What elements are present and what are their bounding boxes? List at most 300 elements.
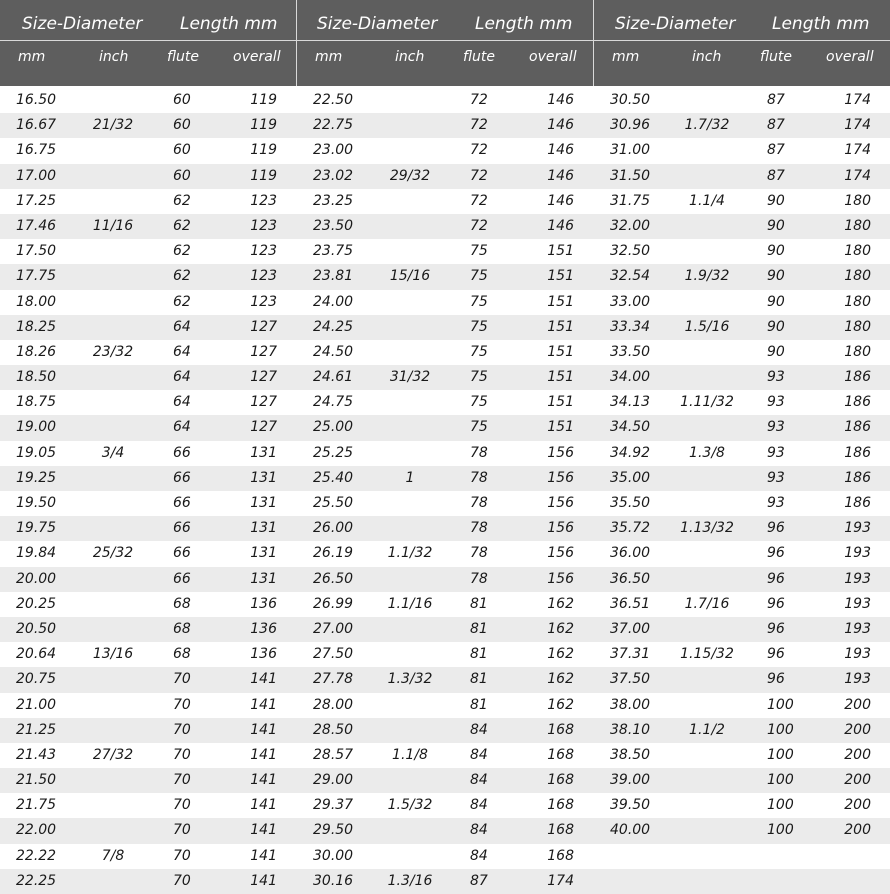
cell-flute: 100 [767, 772, 794, 789]
table-row [0, 164, 890, 189]
cell-flute: 75 [470, 318, 488, 335]
cell-flute: 96 [767, 671, 785, 688]
cell-overall: 193 [844, 671, 871, 688]
cell-overall: 141 [250, 797, 277, 814]
cell-mm: 18.25 [16, 318, 57, 335]
cell-flute: 70 [173, 847, 191, 864]
cell-flute: 68 [173, 620, 191, 637]
cell-mm: 24.75 [313, 394, 354, 411]
table-row [0, 743, 890, 768]
cell-mm: 34.92 [610, 444, 651, 461]
table-row [0, 264, 890, 289]
table-row [0, 768, 890, 793]
cell-inch: 11/16 [92, 217, 134, 234]
cell-mm: 34.50 [610, 419, 651, 436]
cell-mm: 37.50 [610, 671, 651, 688]
cell-overall: 136 [250, 595, 277, 612]
cell-flute: 90 [767, 318, 785, 335]
subheader-flute: flute [167, 49, 200, 65]
cell-overall: 141 [250, 746, 277, 763]
subheader-inch: inch [395, 49, 425, 65]
cell-flute: 64 [173, 318, 191, 335]
cell-overall: 151 [547, 293, 574, 310]
cell-inch: 7/8 [101, 847, 125, 864]
cell-inch: 1.11/32 [680, 394, 734, 411]
cell-flute: 87 [470, 872, 488, 889]
cell-overall: 186 [844, 369, 871, 386]
cell-flute: 60 [173, 92, 191, 108]
cell-mm: 22.00 [16, 822, 57, 839]
cell-overall: 174 [844, 117, 871, 134]
cell-flute: 90 [767, 343, 785, 360]
subheader-overall: overall [529, 49, 577, 65]
table-row [0, 415, 890, 440]
header-separator [296, 0, 297, 86]
cell-flute: 66 [173, 444, 191, 461]
subheader-flute: flute [760, 49, 793, 65]
cell-overall: 200 [844, 797, 871, 814]
cell-overall: 146 [547, 92, 574, 108]
cell-flute: 96 [767, 520, 785, 537]
cell-overall: 193 [844, 545, 871, 562]
cell-mm: 17.25 [16, 192, 57, 209]
cell-flute: 64 [173, 369, 191, 386]
cell-overall: 119 [250, 92, 277, 108]
subheader-mm: mm [315, 49, 343, 65]
cell-mm: 33.50 [610, 343, 651, 360]
cell-flute: 70 [173, 696, 191, 713]
cell-mm: 25.25 [313, 444, 354, 461]
cell-mm: 22.22 [16, 847, 57, 864]
cell-flute: 62 [173, 192, 191, 209]
table-row [0, 541, 890, 566]
cell-overall: 136 [250, 620, 277, 637]
cell-overall: 141 [250, 696, 277, 713]
cell-mm: 26.50 [313, 570, 354, 587]
cell-mm: 31.50 [610, 167, 651, 184]
cell-inch: 23/32 [92, 343, 134, 360]
cell-mm: 21.43 [16, 746, 57, 763]
cell-overall: 131 [250, 469, 277, 486]
cell-mm: 33.00 [610, 293, 651, 310]
cell-overall: 151 [547, 394, 574, 411]
cell-flute: 90 [767, 293, 785, 310]
cell-flute: 72 [470, 117, 488, 134]
cell-mm: 38.50 [610, 746, 651, 763]
cell-overall: 168 [547, 772, 574, 789]
cell-overall: 146 [547, 217, 574, 234]
cell-mm: 16.50 [16, 92, 57, 108]
cell-mm: 24.50 [313, 343, 354, 360]
table-row [0, 491, 890, 516]
cell-mm: 29.50 [313, 822, 354, 839]
cell-flute: 64 [173, 394, 191, 411]
table-row [0, 315, 890, 340]
cell-overall: 168 [547, 797, 574, 814]
header-size-diameter: Size-Diameter [317, 14, 438, 34]
cell-inch: 15/16 [389, 268, 431, 285]
cell-flute: 62 [173, 268, 191, 285]
table-row [0, 239, 890, 264]
table-row [0, 113, 890, 138]
cell-mm: 22.25 [16, 872, 57, 889]
cell-overall: 180 [844, 217, 871, 234]
cell-overall: 180 [844, 268, 871, 285]
cell-overall: 174 [844, 142, 871, 159]
cell-inch: 1.5/16 [684, 318, 730, 335]
table-row [0, 667, 890, 692]
cell-flute: 100 [767, 797, 794, 814]
cell-overall: 146 [547, 192, 574, 209]
cell-mm: 36.51 [610, 595, 651, 612]
cell-overall: 200 [844, 721, 871, 738]
cell-mm: 16.75 [16, 142, 57, 159]
subheader-mm: mm [18, 49, 46, 65]
cell-overall: 151 [547, 419, 574, 436]
cell-inch: 21/32 [92, 117, 134, 134]
cell-flute: 78 [470, 520, 488, 537]
cell-inch: 1.1/32 [387, 545, 433, 562]
cell-mm: 30.96 [610, 117, 651, 134]
cell-overall: 131 [250, 570, 277, 587]
cell-inch: 13/16 [92, 646, 134, 663]
cell-inch: 1.3/8 [689, 444, 725, 461]
cell-flute: 72 [470, 142, 488, 159]
cell-flute: 62 [173, 293, 191, 310]
cell-overall: 180 [844, 192, 871, 209]
cell-overall: 162 [547, 671, 574, 688]
cell-overall: 141 [250, 847, 277, 864]
cell-flute: 66 [173, 570, 191, 587]
cell-flute: 75 [470, 343, 488, 360]
cell-overall: 156 [547, 495, 574, 511]
cell-mm: 25.40 [313, 469, 354, 486]
cell-overall: 200 [844, 696, 871, 713]
cell-flute: 93 [767, 394, 785, 411]
cell-overall: 151 [547, 268, 574, 285]
cell-overall: 131 [250, 545, 277, 562]
cell-overall: 200 [844, 746, 871, 763]
cell-overall: 136 [250, 646, 277, 663]
table-row [0, 290, 890, 315]
cell-overall: 141 [250, 822, 277, 839]
cell-overall: 119 [250, 117, 277, 134]
cell-mm: 17.50 [16, 243, 57, 260]
table-row [0, 390, 890, 415]
cell-flute: 96 [767, 620, 785, 637]
cell-inch: 29/32 [389, 167, 431, 184]
cell-mm: 26.99 [313, 595, 354, 612]
cell-mm: 37.31 [610, 646, 651, 663]
cell-flute: 84 [470, 721, 488, 738]
cell-mm: 38.10 [610, 721, 651, 738]
cell-overall: 127 [250, 343, 277, 360]
cell-overall: 193 [844, 570, 871, 587]
cell-inch: 1.1/2 [689, 721, 725, 738]
cell-mm: 19.25 [16, 469, 57, 486]
table-row [0, 340, 890, 365]
cell-overall: 162 [547, 595, 574, 612]
cell-inch: 27/32 [92, 746, 134, 763]
cell-mm: 35.50 [610, 495, 651, 511]
subheader-overall: overall [233, 49, 281, 65]
cell-overall: 146 [547, 167, 574, 184]
cell-mm: 26.19 [313, 545, 354, 562]
cell-overall: 123 [250, 217, 277, 234]
cell-flute: 70 [173, 822, 191, 839]
header-separator [593, 0, 594, 86]
cell-mm: 21.50 [16, 772, 57, 789]
cell-overall: 156 [547, 545, 574, 562]
cell-mm: 28.57 [313, 746, 354, 763]
cell-mm: 29.00 [313, 772, 354, 789]
cell-mm: 18.00 [16, 293, 57, 310]
cell-mm: 30.50 [610, 92, 651, 108]
cell-overall: 162 [547, 646, 574, 663]
cell-flute: 70 [173, 772, 191, 789]
cell-flute: 81 [470, 696, 488, 713]
cell-overall: 156 [547, 469, 574, 486]
cell-inch: 1.7/16 [684, 595, 730, 612]
cell-flute: 78 [470, 469, 488, 486]
table-row [0, 818, 890, 843]
cell-flute: 87 [767, 117, 785, 134]
cell-flute: 84 [470, 847, 488, 864]
cell-flute: 70 [173, 671, 191, 688]
cell-flute: 96 [767, 646, 785, 663]
cell-flute: 100 [767, 746, 794, 763]
cell-inch: 1.3/32 [387, 671, 433, 688]
table-row [0, 793, 890, 818]
cell-overall: 174 [547, 872, 574, 889]
cell-mm: 39.00 [610, 772, 651, 789]
cell-mm: 22.50 [313, 92, 354, 108]
cell-mm: 20.64 [16, 646, 57, 663]
cell-overall: 168 [547, 847, 574, 864]
cell-flute: 81 [470, 646, 488, 663]
cell-flute: 90 [767, 192, 785, 209]
cell-inch: 1.1/8 [392, 746, 428, 763]
cell-flute: 66 [173, 469, 191, 486]
cell-mm: 25.00 [313, 419, 354, 436]
table-row [0, 844, 890, 869]
cell-flute: 78 [470, 444, 488, 461]
cell-flute: 90 [767, 243, 785, 260]
cell-flute: 62 [173, 217, 191, 234]
cell-mm: 23.25 [313, 192, 354, 209]
cell-flute: 81 [470, 595, 488, 612]
cell-mm: 20.50 [16, 620, 57, 637]
cell-flute: 70 [173, 746, 191, 763]
cell-mm: 27.00 [313, 620, 354, 637]
cell-mm: 37.00 [610, 620, 651, 637]
cell-mm: 29.37 [313, 797, 354, 814]
cell-mm: 39.50 [610, 797, 651, 814]
table-row [0, 567, 890, 592]
cell-flute: 75 [470, 243, 488, 260]
cell-overall: 186 [844, 444, 871, 461]
cell-overall: 131 [250, 495, 277, 511]
cell-mm: 23.50 [313, 217, 354, 234]
cell-flute: 96 [767, 595, 785, 612]
header-length-mm: Length mm [180, 14, 278, 34]
cell-overall: 193 [844, 595, 871, 612]
cell-overall: 193 [844, 620, 871, 637]
table-row [0, 693, 890, 718]
cell-overall: 131 [250, 520, 277, 537]
cell-overall: 141 [250, 872, 277, 889]
header-length-mm: Length mm [772, 14, 870, 34]
header-size-diameter: Size-Diameter [615, 14, 736, 34]
cell-mm: 27.50 [313, 646, 354, 663]
cell-mm: 24.61 [313, 369, 354, 386]
cell-overall: 156 [547, 520, 574, 537]
cell-flute: 68 [173, 595, 191, 612]
cell-flute: 72 [470, 217, 488, 234]
cell-flute: 93 [767, 495, 785, 511]
cell-overall: 119 [250, 142, 277, 159]
cell-mm: 22.75 [313, 117, 354, 134]
cell-inch: 1.7/32 [684, 117, 730, 134]
cell-mm: 40.00 [610, 822, 651, 839]
cell-overall: 168 [547, 746, 574, 763]
cell-inch: 1.5/32 [387, 797, 433, 814]
header-rule [0, 40, 296, 41]
cell-mm: 18.75 [16, 394, 57, 411]
cell-flute: 64 [173, 419, 191, 436]
cell-flute: 100 [767, 721, 794, 738]
cell-mm: 21.75 [16, 797, 57, 814]
cell-mm: 19.75 [16, 520, 57, 537]
cell-inch: 1.1/4 [689, 192, 725, 209]
table-header [0, 0, 890, 86]
cell-flute: 60 [173, 167, 191, 184]
cell-overall: 141 [250, 671, 277, 688]
cell-inch: 1.9/32 [684, 268, 730, 285]
cell-overall: 193 [844, 646, 871, 663]
cell-mm: 36.00 [610, 545, 651, 562]
cell-overall: 193 [844, 520, 871, 537]
cell-flute: 84 [470, 797, 488, 814]
header-length-mm: Length mm [475, 14, 573, 34]
cell-flute: 100 [767, 822, 794, 839]
table-row [0, 516, 890, 541]
cell-overall: 156 [547, 444, 574, 461]
subheader-overall: overall [826, 49, 874, 65]
cell-overall: 186 [844, 419, 871, 436]
cell-mm: 19.84 [16, 545, 57, 562]
subheader-mm: mm [612, 49, 640, 65]
cell-overall: 180 [844, 243, 871, 260]
cell-inch: 1.1/16 [387, 595, 433, 612]
cell-flute: 93 [767, 444, 785, 461]
cell-overall: 200 [844, 822, 871, 839]
cell-mm: 36.50 [610, 570, 651, 587]
table-body [0, 88, 890, 894]
cell-overall: 127 [250, 419, 277, 436]
table-row [0, 441, 890, 466]
cell-flute: 90 [767, 268, 785, 285]
cell-overall: 151 [547, 318, 574, 335]
cell-flute: 81 [470, 620, 488, 637]
cell-overall: 168 [547, 721, 574, 738]
table-row [0, 466, 890, 491]
cell-overall: 127 [250, 369, 277, 386]
cell-overall: 127 [250, 394, 277, 411]
cell-mm: 20.75 [16, 671, 57, 688]
cell-mm: 16.67 [16, 117, 57, 134]
cell-inch: 31/32 [389, 369, 431, 386]
cell-overall: 123 [250, 268, 277, 285]
cell-inch: 1.3/16 [387, 872, 433, 889]
table-row [0, 617, 890, 642]
table-row [0, 718, 890, 743]
cell-mm: 38.00 [610, 696, 651, 713]
cell-overall: 146 [547, 142, 574, 159]
cell-flute: 68 [173, 646, 191, 663]
cell-flute: 66 [173, 495, 191, 511]
cell-flute: 87 [767, 92, 785, 108]
cell-overall: 123 [250, 293, 277, 310]
cell-flute: 75 [470, 293, 488, 310]
cell-overall: 186 [844, 469, 871, 486]
cell-mm: 30.00 [313, 847, 354, 864]
cell-flute: 96 [767, 545, 785, 562]
cell-overall: 151 [547, 369, 574, 386]
cell-flute: 60 [173, 117, 191, 134]
cell-overall: 156 [547, 570, 574, 587]
cell-mm: 32.50 [610, 243, 651, 260]
cell-flute: 93 [767, 369, 785, 386]
cell-overall: 162 [547, 696, 574, 713]
subheader-inch: inch [99, 49, 129, 65]
cell-flute: 78 [470, 570, 488, 587]
cell-mm: 31.75 [610, 192, 651, 209]
cell-mm: 23.75 [313, 243, 354, 260]
cell-mm: 21.25 [16, 721, 57, 738]
cell-inch: 3/4 [101, 444, 125, 461]
cell-overall: 119 [250, 167, 277, 184]
cell-flute: 60 [173, 142, 191, 159]
cell-flute: 75 [470, 419, 488, 436]
cell-inch: 1.13/32 [680, 520, 734, 537]
cell-overall: 151 [547, 343, 574, 360]
cell-mm: 28.00 [313, 696, 354, 713]
cell-flute: 72 [470, 167, 488, 184]
header-size-diameter: Size-Diameter [22, 14, 143, 34]
cell-mm: 34.13 [610, 394, 651, 411]
cell-overall: 123 [250, 243, 277, 260]
cell-mm: 23.02 [313, 167, 354, 184]
cell-flute: 78 [470, 545, 488, 562]
cell-flute: 70 [173, 797, 191, 814]
cell-flute: 66 [173, 545, 191, 562]
cell-flute: 81 [470, 671, 488, 688]
cell-mm: 28.50 [313, 721, 354, 738]
cell-mm: 17.46 [16, 217, 57, 234]
cell-mm: 32.00 [610, 217, 651, 234]
subheader-inch: inch [692, 49, 722, 65]
cell-flute: 84 [470, 746, 488, 763]
cell-flute: 84 [470, 772, 488, 789]
cell-overall: 131 [250, 444, 277, 461]
table-row [0, 214, 890, 239]
cell-flute: 70 [173, 872, 191, 889]
cell-overall: 180 [844, 318, 871, 335]
cell-flute: 75 [470, 369, 488, 386]
cell-overall: 127 [250, 318, 277, 335]
cell-mm: 25.50 [313, 495, 354, 511]
